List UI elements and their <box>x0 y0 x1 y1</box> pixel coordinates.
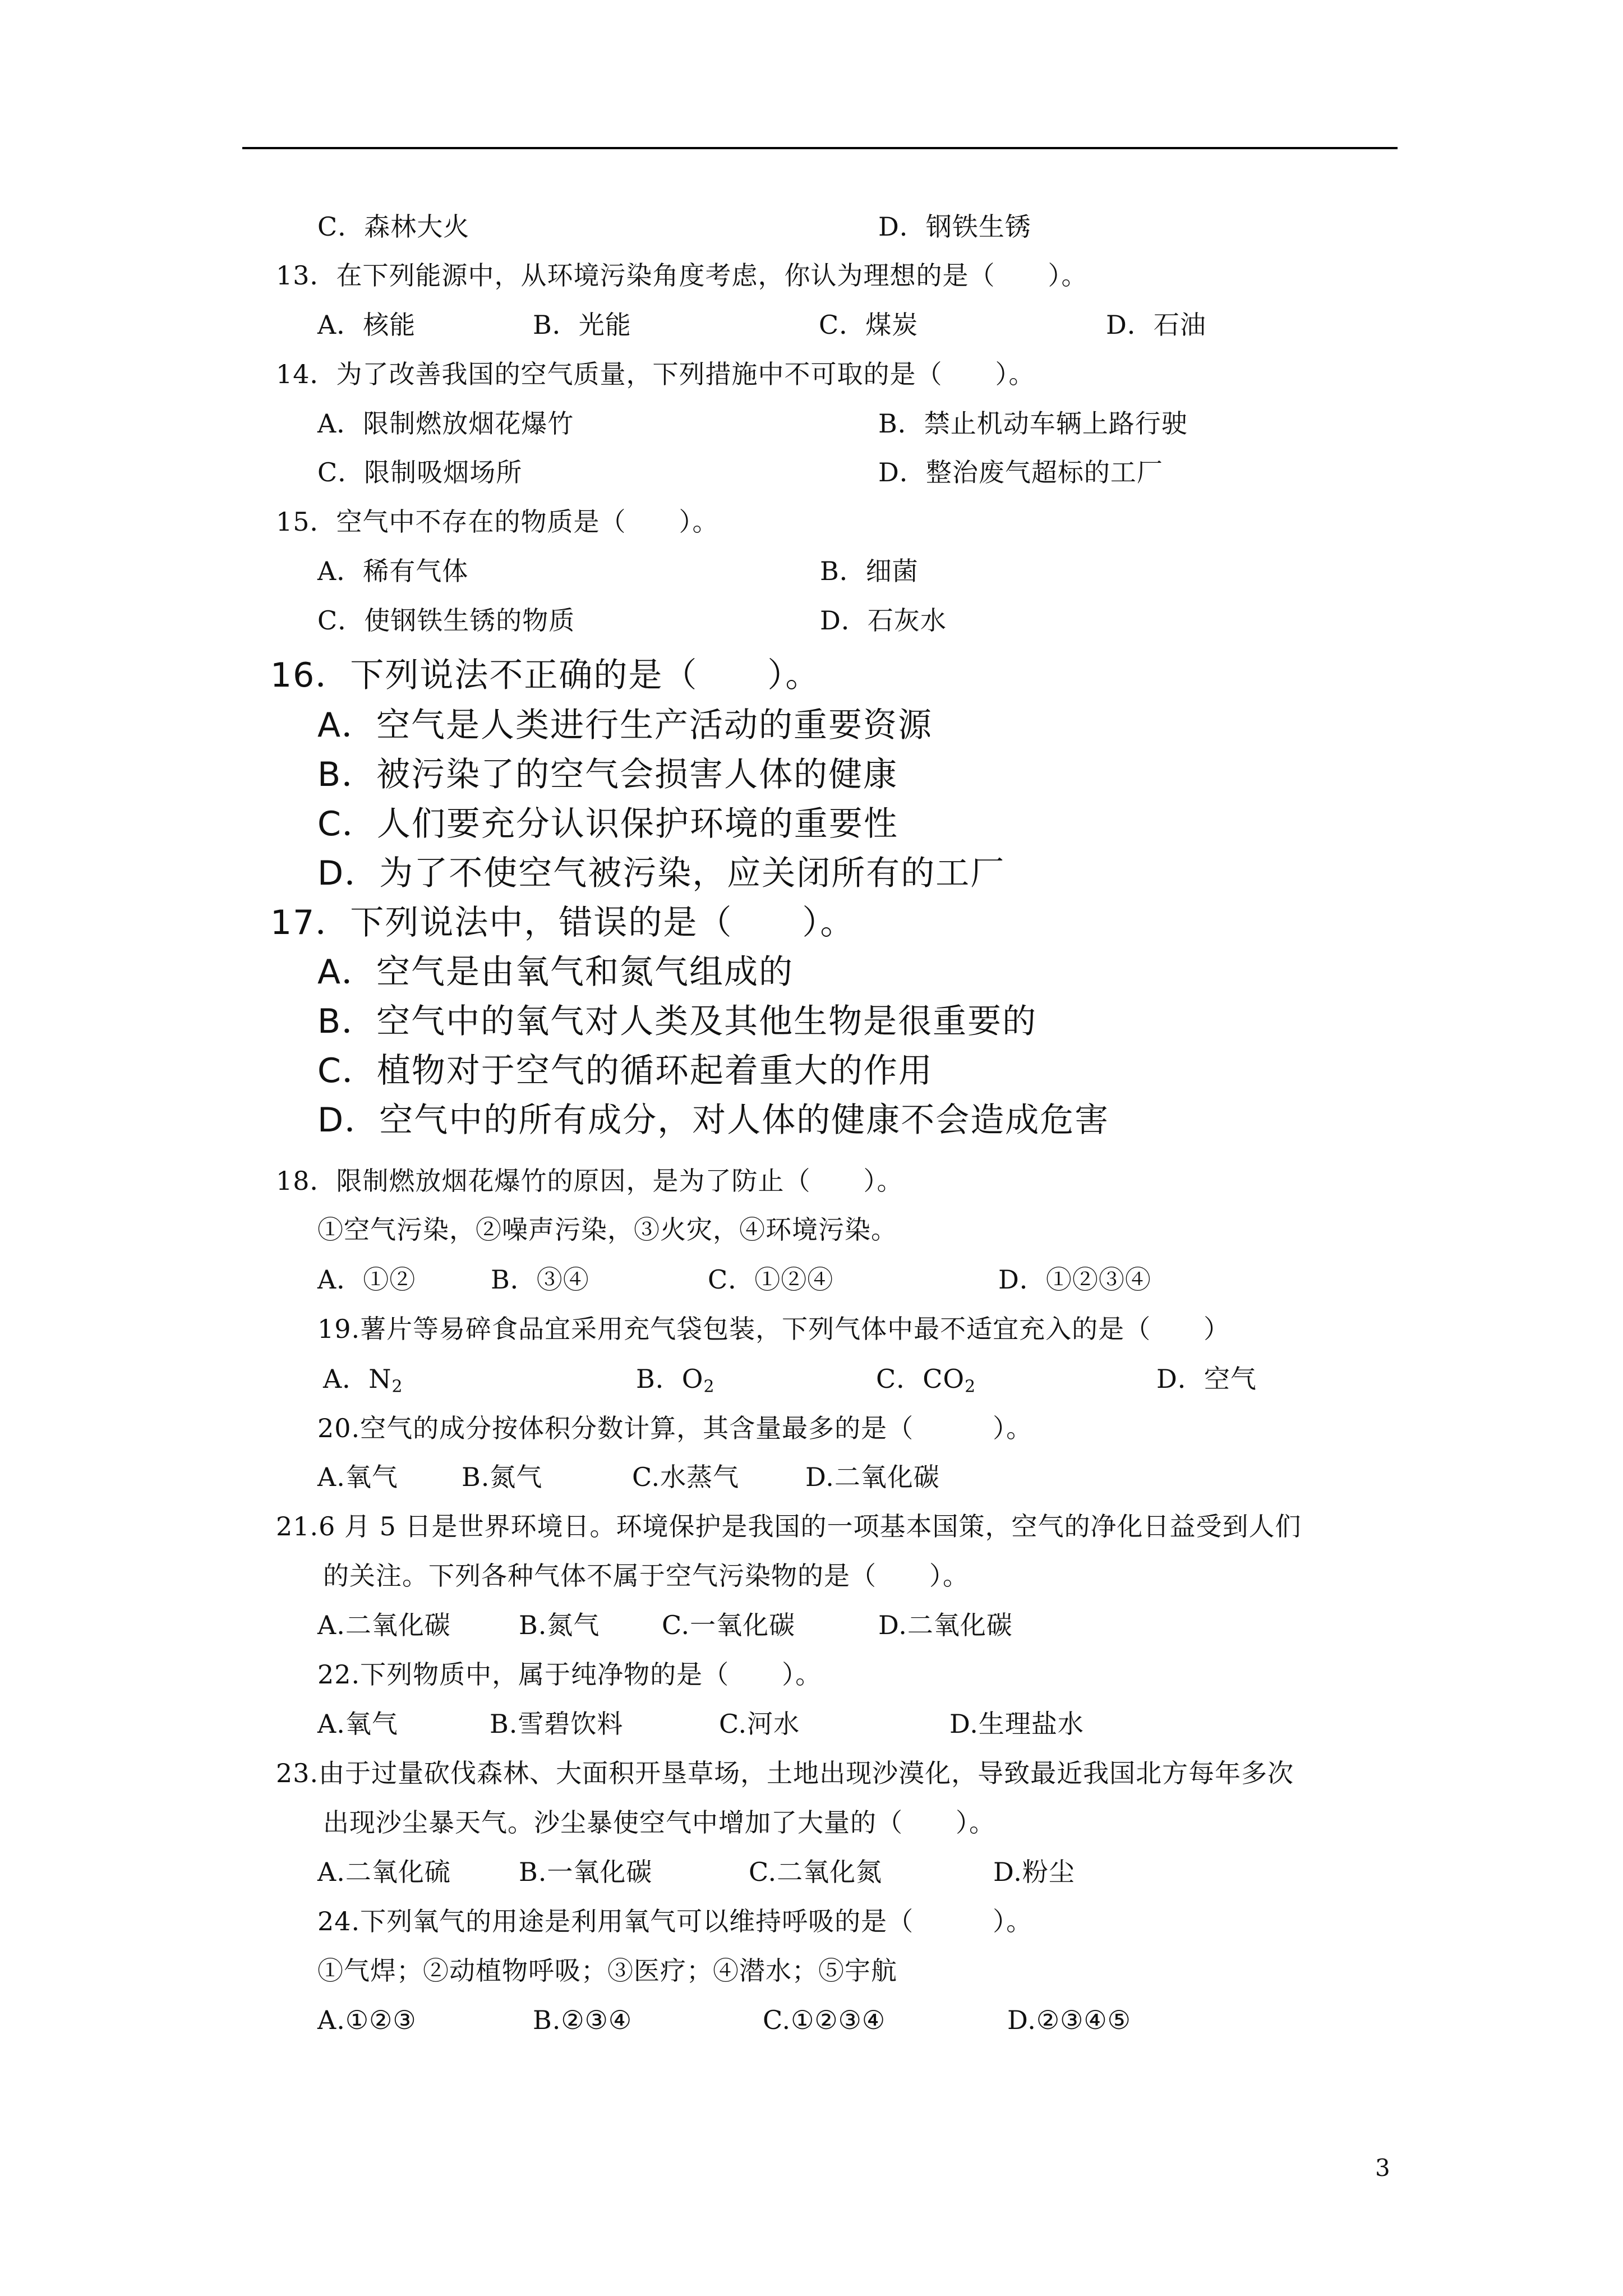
q20-option-b: B.氮气 <box>462 1462 543 1492</box>
q19-option-b: B．$O_2$ <box>636 1364 715 1397</box>
q16-option-d: D．为了不使空气被污染，应关闭所有的工厂 <box>317 854 1006 893</box>
q17-option-d: D．空气中的所有成分，对人体的健康不会造成危害 <box>317 1101 1110 1140</box>
q23-option-c: C.二氧化氮 <box>749 1857 883 1887</box>
q15-option-b: B．细菌 <box>820 556 919 586</box>
q24-items: ①气焊；②动植物呼吸；③医疗；④潜水；⑤宇航 <box>317 1955 897 1986</box>
q19-option-d: D．空气 <box>1156 1364 1257 1394</box>
q16-option-a: A．空气是人类进行生产活动的重要资源 <box>317 706 933 745</box>
q24-option-d: D.②③④⑤ <box>1007 2005 1131 2035</box>
question-14-stem: 14．为了改善我国的空气质量，下列措施中不可取的是（ ）。 <box>276 359 1035 389</box>
question-15-stem: 15．空气中不存在的物质是（ ）。 <box>276 507 719 537</box>
q14-option-d: D．整治废气超标的工厂 <box>878 457 1163 487</box>
q14-option-b: B．禁止机动车辆上路行驶 <box>878 408 1188 439</box>
q14-option-a: A．限制燃放烟花爆竹 <box>317 408 574 439</box>
q19-option-c: C．$CO_2$ <box>876 1364 976 1397</box>
page-number: 3 <box>1375 2154 1390 2182</box>
q19-option-a: A．$N_2$ <box>323 1364 403 1397</box>
q13-option-d: D．石油 <box>1106 310 1206 340</box>
question-19-stem: 19.薯片等易碎食品宜采用充气袋包装，下列气体中最不适宜充入的是（ ） <box>317 1314 1230 1344</box>
q20-option-c: C.水蒸气 <box>632 1462 740 1492</box>
q17-option-c: C．植物对于空气的循环起着重大的作用 <box>317 1051 933 1091</box>
q22-option-d: D.生理盐水 <box>949 1709 1084 1739</box>
q14-option-c: C．限制吸烟场所 <box>317 457 523 487</box>
question-21-stem-line2: 的关注。下列各种气体不属于空气污染物的是（ ）。 <box>323 1561 969 1591</box>
question-13-stem: 13．在下列能源中，从环境污染角度考虑，你认为理想的是（ ）。 <box>276 260 1088 291</box>
question-23-stem-line2: 出现沙尘暴天气。沙尘暴使空气中增加了大量的（ ）。 <box>323 1807 995 1838</box>
q24-option-a: A.①②③ <box>317 2005 417 2035</box>
header-rule <box>242 147 1398 149</box>
q22-option-a: A.氧气 <box>317 1709 398 1739</box>
q21-option-b: B.氮气 <box>519 1610 600 1640</box>
q20-option-a: A.氧气 <box>317 1462 398 1492</box>
question-18-stem: 18．限制燃放烟花爆竹的原因，是为了防止（ ）。 <box>276 1166 903 1196</box>
q13-option-a: A．核能 <box>317 310 416 340</box>
q23-option-d: D.粉尘 <box>993 1857 1075 1887</box>
question-20-stem: 20.空气的成分按体积分数计算，其含量最多的是（ ）。 <box>317 1413 1033 1443</box>
question-16-stem: 16．下列说法不正确的是（ ）。 <box>270 656 820 695</box>
q12-option-d: D．钢铁生锈 <box>878 211 1031 242</box>
q15-option-a: A．稀有气体 <box>317 556 469 586</box>
question-24-stem: 24.下列氧气的用途是利用氧气可以维持呼吸的是（ ）。 <box>317 1906 1033 1936</box>
q18-option-c: C．①②④ <box>708 1264 834 1295</box>
q24-option-c: C.①②③④ <box>763 2005 886 2035</box>
question-17-stem: 17．下列说法中，错误的是（ ）。 <box>270 903 855 942</box>
q24-option-b: B.②③④ <box>533 2005 633 2035</box>
question-23-stem-line1: 23.由于过量砍伐森林、大面积开垦草场，土地出现沙漠化，导致最近我国北方每年多次 <box>276 1758 1294 1788</box>
q12-option-c: C．森林大火 <box>317 211 470 242</box>
q17-option-b: B．空气中的氧气对人类及其他生物是很重要的 <box>317 1002 1038 1041</box>
q20-option-d: D.二氧化碳 <box>805 1462 940 1492</box>
q21-option-a: A.二氧化碳 <box>317 1610 451 1640</box>
q18-option-a: A．①② <box>317 1264 416 1295</box>
q22-option-b: B.雪碧饮料 <box>490 1709 624 1739</box>
q23-option-b: B.一氧化碳 <box>519 1857 653 1887</box>
q18-option-b: B．③④ <box>491 1264 589 1295</box>
q18-option-d: D．①②③④ <box>998 1264 1151 1295</box>
q13-option-b: B．光能 <box>533 310 631 340</box>
q17-option-a: A．空气是由氧气和氮气组成的 <box>317 953 794 992</box>
q13-option-c: C．煤炭 <box>819 310 919 340</box>
q15-option-d: D．石灰水 <box>820 605 947 636</box>
q15-option-c: C．使钢铁生锈的物质 <box>317 605 575 636</box>
q22-option-c: C.河水 <box>719 1709 800 1739</box>
question-21-stem-line1: 21.6 月 5 日是世界环境日。环境保护是我国的一项基本国策，空气的净化日益受到人们 <box>276 1511 1302 1542</box>
question-22-stem: 22.下列物质中，属于纯净物的是（ ）。 <box>317 1659 822 1690</box>
q18-items: ①空气污染，②噪声污染，③火灾，④环境污染。 <box>317 1214 897 1245</box>
q21-option-c: C.一氧化碳 <box>662 1610 796 1640</box>
q23-option-a: A.二氧化硫 <box>317 1857 451 1887</box>
q16-option-c: C．人们要充分认识保护环境的重要性 <box>317 804 898 844</box>
q16-option-b: B．被污染了的空气会损害人体的健康 <box>317 755 898 794</box>
q21-option-d: D.二氧化碳 <box>878 1610 1013 1640</box>
